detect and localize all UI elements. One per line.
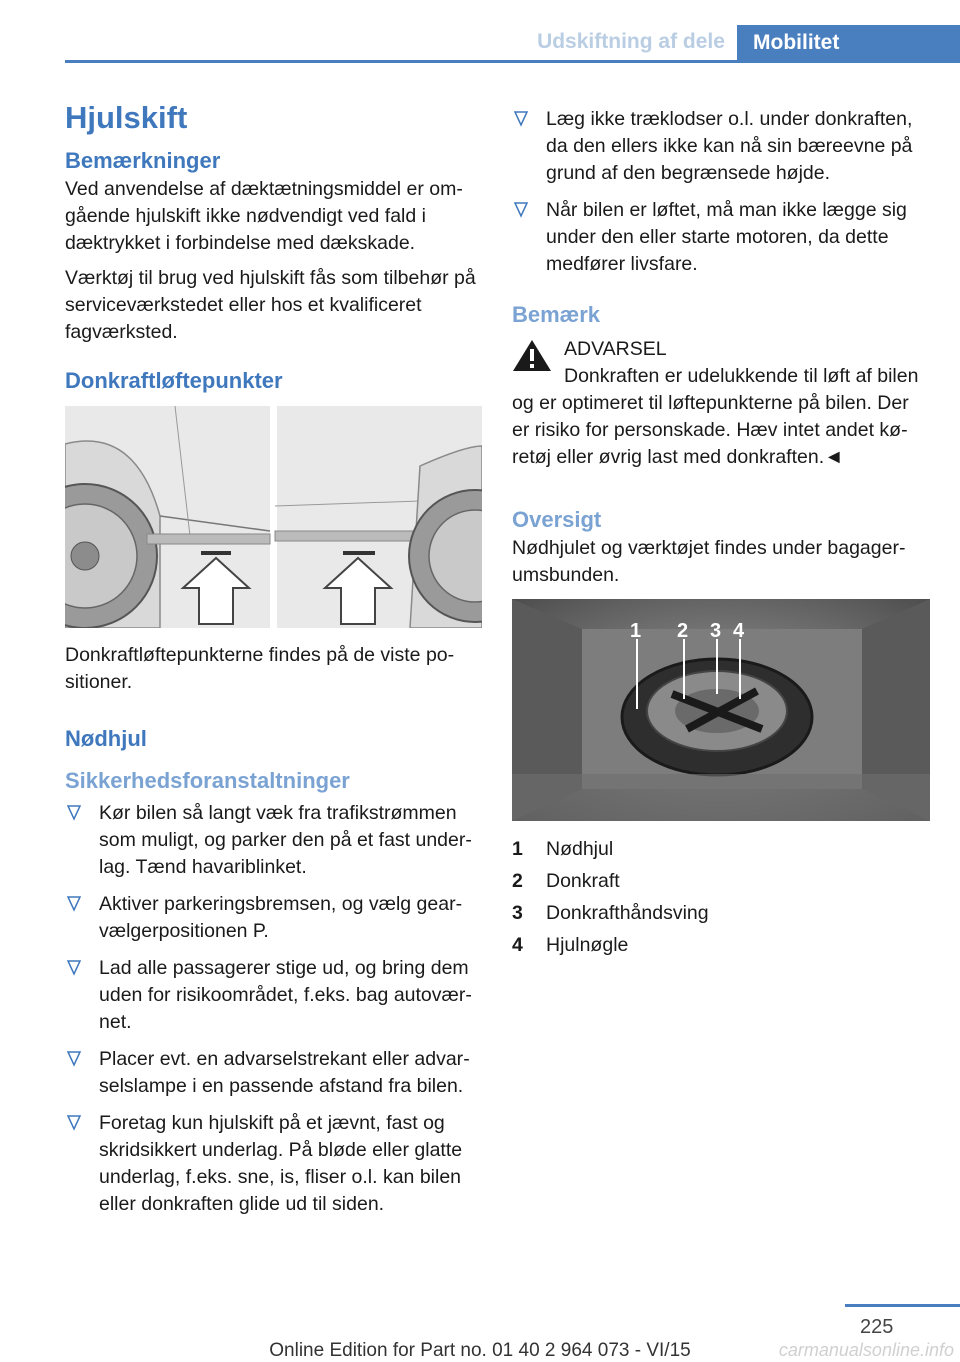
legend-row <box>512 929 930 961</box>
safety-list <box>65 800 482 1218</box>
triangle-bullet-icon <box>67 1112 81 1134</box>
legend-row <box>512 833 930 865</box>
list-item-text: Foretag kun hjulskift på et jævnt, fast og skridsikkert underlag. På bløde eller glatte underlag, f.eks. sne, is, fliser o.l. kan bilen eller donkraften glide ud til siden. <box>99 1112 463 1215</box>
figure-label-1: 1 <box>630 620 642 642</box>
list-item <box>65 800 482 881</box>
safety-heading: Sikkerhedsforanstaltninger <box>65 768 350 793</box>
left-column <box>65 96 482 1228</box>
notes-paragraph-2: Værktøj til brug ved hjulskift fås som tilbehør på serviceværkstedet eller hos et kvalificeret fagværksted. <box>65 267 476 343</box>
figure-label-3: 3 <box>710 620 722 642</box>
list-item-text: Læg ikke træklodser o.l. under donkraften, da den ellers ikke kan nå sin bæreevne på grund af den begrænsede højde. <box>546 108 913 184</box>
list-item <box>65 891 482 945</box>
figure-legend <box>512 833 930 961</box>
legend-number: 1 <box>512 838 523 860</box>
figure-label-2: 2 <box>677 620 689 642</box>
page-number: 225 <box>860 1316 894 1338</box>
jack-points-illustration <box>65 406 482 628</box>
list-item <box>65 1046 482 1100</box>
list-item-text: Aktiver parkeringsbremsen, og vælg gearvælgerpositionen P. <box>99 893 463 942</box>
legend-label: Nødhjul <box>546 838 614 860</box>
spare-wheel-photo <box>512 599 930 821</box>
triangle-bullet-icon <box>67 1048 81 1070</box>
legend-row <box>512 897 930 929</box>
list-item <box>65 1110 482 1218</box>
list-item-text: Placer evt. en advarselstrekant eller advarselslampe i en passende afstand fra bilen. <box>99 1048 470 1097</box>
warning-box <box>512 336 930 471</box>
legend-label: Donkraft <box>546 870 620 892</box>
legend-number: 4 <box>512 934 523 956</box>
note-heading: Bemærk <box>512 302 601 327</box>
legend-number: 2 <box>512 870 523 892</box>
triangle-bullet-icon <box>67 957 81 979</box>
list-item <box>512 106 930 187</box>
triangle-bullet-icon <box>67 893 81 915</box>
edition-footer: Online Edition for Part no. 01 40 2 964 073 - VI/15 <box>269 1340 691 1361</box>
car-side-drawing <box>65 406 482 628</box>
notes-heading: Bemærkninger <box>65 148 221 173</box>
figure-label-4: 4 <box>733 620 745 642</box>
section-tab: Udskiftning af dele <box>537 30 725 53</box>
triangle-bullet-icon <box>514 199 528 221</box>
warning-label: ADVARSEL <box>564 338 667 360</box>
warning-text <box>512 363 930 471</box>
legend-label: Hjulnøgle <box>546 934 629 956</box>
list-item <box>512 197 930 278</box>
list-item-text: Lad alle passagerer stige ud, og bring dem uden for risikoområdet, f.eks. bag autoværnet. <box>99 957 472 1033</box>
warning-triangle-icon <box>512 338 552 372</box>
jack-points-heading: Donkraftløftepunkter <box>65 368 283 393</box>
watermark: carmanualsonline.info <box>778 1340 954 1360</box>
header-rule <box>65 60 960 63</box>
right-column <box>512 96 930 961</box>
overview-heading: Oversigt <box>512 507 602 532</box>
spare-wheel-heading: Nødhjul <box>65 726 147 751</box>
triangle-bullet-icon <box>67 802 81 824</box>
legend-label: Donkrafthåndsving <box>546 902 709 924</box>
notes-paragraph-1: Ved anvendelse af dæktætningsmiddel er omgående hjulskift ikke nødvendigt ved fald i dæktrykket i forbindelse med dækskade. <box>65 178 463 254</box>
triangle-bullet-icon <box>514 108 528 130</box>
warning-text-rest: og er optimeret til løftepunkterne på bilen. Der er risiko for personskade. Hæv intet andet køretøj eller øvrig last med donkraften.◄ <box>512 392 909 468</box>
safety-list-continued <box>512 106 930 278</box>
warning-text-first-line: Donkraften er udelukkende til løft af bilen <box>564 365 919 387</box>
page-number-rule <box>845 1304 960 1307</box>
legend-row <box>512 865 930 897</box>
trunk-photo-drawing <box>512 599 930 821</box>
list-item-text: Når bilen er løftet, må man ikke lægge sig under den eller starte motoren, da dette medfører livsfare. <box>546 199 907 275</box>
page-title: Hjulskift <box>65 100 188 135</box>
overview-text: Nødhjulet og værktøjet findes under bagagerumsbunden. <box>512 537 906 586</box>
jack-points-caption: Donkraftløftepunkterne findes på de viste positioner. <box>65 644 455 693</box>
chapter-tab: Mobilitet <box>737 25 960 63</box>
list-item-text: Kør bilen så langt væk fra trafikstrømmen som muligt, og parker den på et fast underlag. Tænd havariblinket. <box>99 802 472 878</box>
list-item <box>65 955 482 1036</box>
legend-number: 3 <box>512 902 523 924</box>
